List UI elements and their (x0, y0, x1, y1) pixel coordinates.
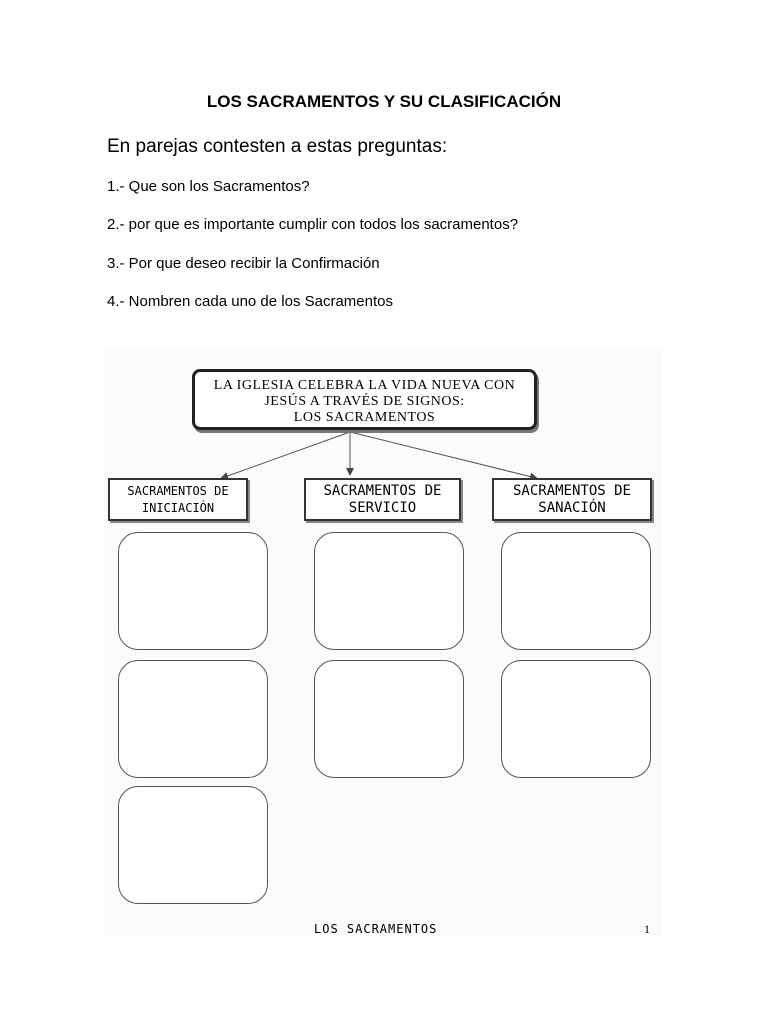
category-iniciacion-line-1: SACRAMENTOS DE (127, 484, 229, 498)
category-sanacion-line-2: SANACIÓN (538, 500, 606, 516)
category-iniciacion (108, 478, 248, 521)
answer-box-sanacion-2[interactable] (501, 660, 651, 778)
instruction-text: En parejas contesten a estas preguntas: (107, 136, 448, 157)
answer-box-iniciacion-2[interactable] (118, 660, 268, 778)
main-concept-line-3: LOS SACRAMENTOS (293, 410, 436, 425)
answer-box-iniciacion-1[interactable] (118, 532, 268, 650)
document-title: LOS SACRAMENTOS Y SU CLASIFICACIÓN (206, 92, 562, 111)
question-2: 2.- por que es importante cumplir con todos los sacramentos? (107, 216, 519, 233)
main-concept-line-1: LA IGLESIA CELEBRA LA VIDA NUEVA CON (213, 378, 516, 393)
main-concept-line-2: JESÚS A TRAVÉS DE SIGNOS: (264, 394, 465, 409)
category-servicio (304, 478, 461, 521)
answer-box-servicio-1[interactable] (314, 532, 464, 650)
category-servicio-line-2: SERVICIO (348, 500, 417, 516)
category-iniciacion-line-2: INICIACIÓN (141, 501, 215, 515)
question-4: 4.- Nombren cada uno de los Sacramentos (107, 293, 393, 310)
arrow-left (222, 432, 350, 478)
answer-box-servicio-2[interactable] (314, 660, 464, 778)
sacraments-diagram (104, 350, 662, 935)
category-sanacion (492, 478, 652, 521)
arrow-right (350, 432, 536, 478)
page-number: 1 (644, 922, 650, 936)
main-concept-box (192, 369, 537, 430)
question-3: 3.- Por que deseo recibir la Confirmación (107, 255, 380, 272)
category-servicio-line-1: SACRAMENTOS DE (323, 483, 442, 499)
answer-box-iniciacion-3[interactable] (118, 786, 268, 904)
question-1: 1.- Que son los Sacramentos? (107, 178, 310, 195)
answer-box-sanacion-1[interactable] (501, 532, 651, 650)
category-sanacion-line-1: SACRAMENTOS DE (512, 483, 631, 499)
footer-label: LOS SACRAMENTOS (314, 922, 438, 936)
